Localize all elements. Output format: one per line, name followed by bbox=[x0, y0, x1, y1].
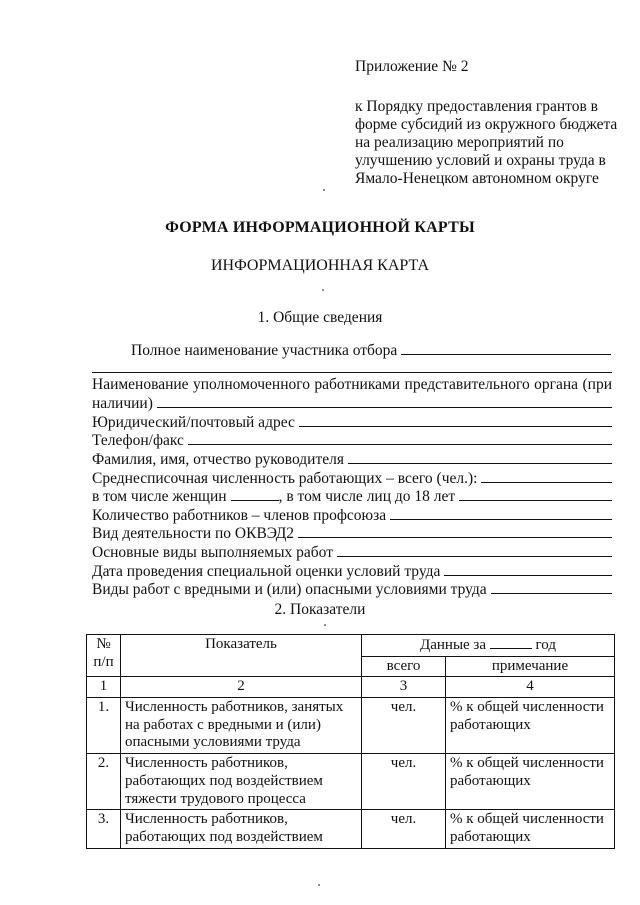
header-note: примечание bbox=[446, 656, 615, 677]
hazard-works-blank bbox=[491, 580, 612, 594]
hazard-works-field bbox=[92, 580, 612, 599]
rep-body-label-line2: наличии) bbox=[92, 395, 153, 413]
column-number-row bbox=[87, 677, 615, 698]
table-row bbox=[87, 698, 615, 754]
appendix-block bbox=[355, 58, 630, 188]
okved-field bbox=[92, 524, 612, 543]
avg-count-blank bbox=[481, 469, 612, 483]
main-works-label: Основные виды выполняемых работ bbox=[92, 544, 333, 562]
head-blank bbox=[348, 450, 612, 464]
scan-speck bbox=[318, 884, 320, 886]
row-indicator: Численность работников, занятых на работах с вредными и (или) опасными условиями труда bbox=[121, 698, 362, 754]
appendix-text: к Порядку предоставления грантов в форме субсидий из окружного бюджета на реализацию мероприятий по улучшению условий и охраны труда в Ямало-Ненецком автономном округе bbox=[355, 98, 618, 188]
main-works-blank bbox=[337, 543, 612, 557]
union-label: Количество работников – членов профсоюза bbox=[92, 506, 387, 524]
header-num-bottom: п/п bbox=[93, 653, 114, 670]
assessment-date-field bbox=[92, 562, 612, 581]
year-blank bbox=[490, 636, 532, 649]
address-blank bbox=[299, 413, 612, 427]
header-num-cell bbox=[87, 635, 121, 677]
assessment-date-blank bbox=[444, 562, 612, 576]
phone-label: Телефон/факс bbox=[92, 432, 184, 450]
col-number: 4 bbox=[446, 677, 615, 698]
col-number: 3 bbox=[362, 677, 446, 698]
col-number: 1 bbox=[87, 677, 121, 698]
address-field bbox=[92, 413, 612, 432]
full-name-label: Полное наименование участника отбора bbox=[131, 342, 398, 359]
row-number: 1. bbox=[87, 698, 121, 754]
table-row bbox=[87, 810, 615, 848]
under18-label: , в том числе лиц до 18 лет bbox=[278, 488, 456, 506]
head-field bbox=[92, 450, 612, 469]
main-works-field bbox=[92, 543, 612, 562]
row-total: чел. bbox=[362, 698, 446, 754]
row-note: % к общей численности работающих bbox=[446, 810, 615, 848]
table-row bbox=[87, 754, 615, 810]
full-name-continuation-line bbox=[92, 372, 612, 373]
header-data-for bbox=[362, 635, 615, 657]
header-data-for-label: Данные за bbox=[420, 637, 487, 653]
okved-label: Вид деятельности по ОКВЭД2 bbox=[92, 525, 295, 543]
col-number: 2 bbox=[121, 677, 362, 698]
full-name-blank bbox=[401, 341, 611, 355]
union-blank bbox=[390, 506, 612, 520]
okved-blank bbox=[298, 524, 612, 538]
rep-body-blank bbox=[157, 394, 612, 408]
row-total: чел. bbox=[362, 754, 446, 810]
women-label: в том числе женщин bbox=[92, 488, 227, 506]
header-year-label: год bbox=[535, 637, 556, 653]
form-title: ФОРМА ИНФОРМАЦИОННОЙ КАРТЫ bbox=[165, 219, 475, 236]
phone-field bbox=[92, 431, 612, 450]
table-header-row bbox=[87, 635, 615, 657]
avg-count-label: Среднесписочная численность работающих – всего (чел.): bbox=[92, 469, 478, 487]
hazard-works-label: Виды работ с вредными и (или) опасными условиями труда bbox=[92, 581, 487, 599]
row-number: 2. bbox=[87, 754, 121, 810]
header-total: всего bbox=[362, 656, 446, 677]
row-indicator: Численность работников, работающих под воздействием тяжести трудового процесса bbox=[121, 754, 362, 810]
phone-blank bbox=[188, 431, 612, 445]
scan-speck bbox=[323, 189, 325, 191]
scan-speck bbox=[324, 624, 326, 626]
head-label: Фамилия, имя, отчество руководителя bbox=[92, 451, 344, 469]
row-indicator: Численность работников, работающих под воздействием bbox=[121, 810, 362, 848]
indicators-table bbox=[86, 634, 615, 849]
appendix-number: Приложение № 2 bbox=[355, 58, 469, 75]
header-indicator: Показатель bbox=[121, 635, 362, 677]
general-info-fields bbox=[92, 376, 612, 599]
row-note: % к общей численности работающих bbox=[446, 698, 615, 754]
scan-speck bbox=[322, 289, 324, 291]
women-blank bbox=[231, 487, 279, 501]
rep-body-field bbox=[92, 394, 612, 413]
rep-body-label-line1: Наименование уполномоченного работниками представительного органа (при bbox=[92, 376, 612, 393]
address-label: Юридический/почтовый адрес bbox=[92, 413, 295, 431]
header-num-top: № bbox=[96, 636, 111, 652]
assessment-date-label: Дата проведения специальной оценки условий труда bbox=[92, 562, 441, 580]
row-total: чел. bbox=[362, 810, 446, 848]
section2-heading: 2. Показатели bbox=[274, 601, 366, 618]
full-name-field bbox=[131, 341, 611, 360]
card-title: ИНФОРМАЦИОННАЯ КАРТА bbox=[210, 257, 430, 274]
row-number: 3. bbox=[87, 810, 121, 848]
women-field bbox=[92, 487, 612, 506]
union-field bbox=[92, 506, 612, 525]
section1-heading: 1. Общие сведения bbox=[257, 309, 383, 326]
avg-count-field bbox=[92, 469, 612, 488]
row-note: % к общей численности работающих bbox=[446, 754, 615, 810]
under18-blank bbox=[459, 487, 612, 501]
